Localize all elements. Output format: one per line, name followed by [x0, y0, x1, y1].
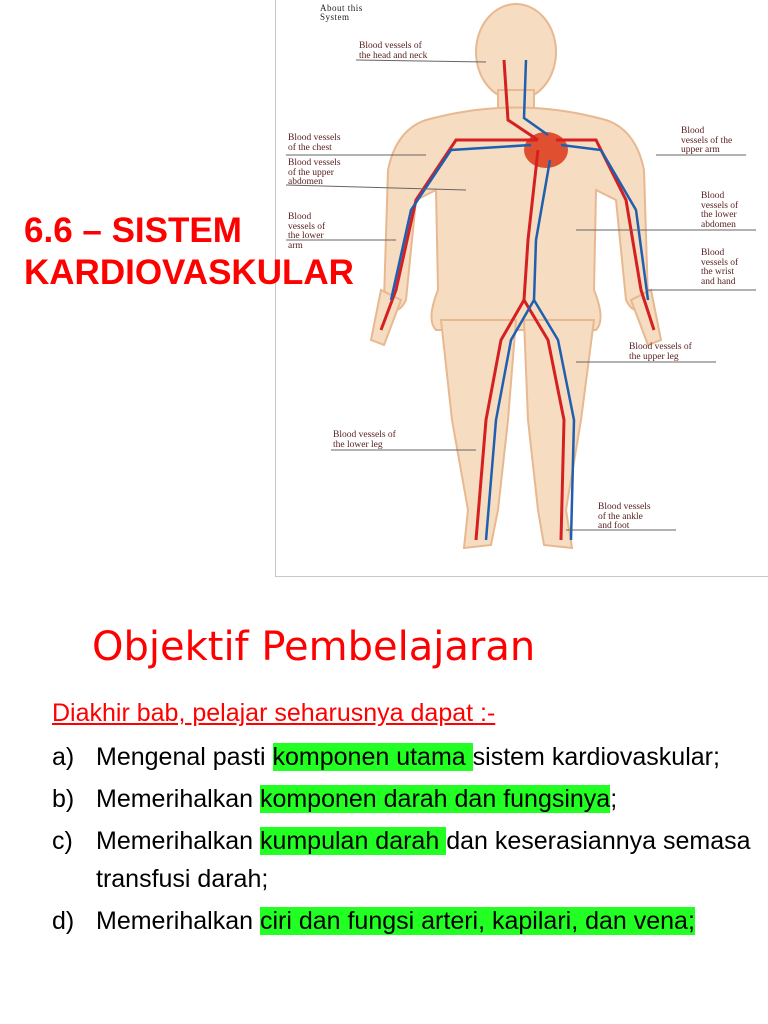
intro-text: Diakhir bab, pelajar seharusnya dapat :- — [52, 699, 496, 727]
objective-text: Memerihalkan — [96, 827, 260, 855]
objective-item — [52, 780, 762, 818]
slide-title: 6.6 – SISTEM KARDIOVASKULAR — [24, 211, 354, 292]
label-upper-leg: Blood vessels of the upper leg — [629, 342, 692, 362]
objective-item — [52, 738, 762, 776]
objective-text: Memerihalkan — [96, 907, 260, 935]
objective-text: Memerihalkan — [96, 785, 260, 813]
objectives-list — [52, 738, 762, 944]
label-wrist-hand: Blood vessels of the wrist and hand — [701, 248, 739, 287]
objective-text-tail: dan keserasiannya semasa transfusi darah; — [96, 827, 751, 893]
objective-text-tail: sistem kardiovaskular; — [472, 743, 720, 771]
label-ankle-foot: Blood vessels of the ankle and foot — [598, 502, 651, 531]
label-lower-arm: Blood vessels of the lower arm — [288, 212, 326, 251]
label-lower-leg: Blood vessels of the lower leg — [333, 430, 396, 450]
label-lower-abdomen: Blood vessels of the lower abdomen — [701, 191, 739, 230]
objective-text-tail: ; — [610, 785, 618, 813]
figure-heading: About this System — [320, 3, 363, 22]
objective-item — [52, 902, 762, 940]
label-chest: Blood vessels of the chest — [288, 133, 341, 153]
label-upper-arm: Blood vessels of the upper arm — [681, 126, 733, 155]
objective-highlight: kumpulan darah — [259, 827, 447, 855]
objective-marker: a) — [52, 743, 75, 771]
objective-highlight: komponen utama — [272, 743, 473, 771]
heart-shape — [524, 132, 568, 168]
objective-highlight: ciri dan fungsi arteri, kapilari, dan vena; — [259, 907, 695, 935]
objective-item — [52, 822, 762, 898]
objective-marker: b) — [52, 785, 75, 813]
objective-marker: c) — [52, 827, 73, 855]
label-upper-abdomen: Blood vessels of the upper abdomen — [288, 158, 341, 187]
label-head-neck: Blood vessels of the head and neck — [359, 41, 428, 61]
objective-highlight: komponen darah dan fungsinya — [259, 785, 611, 813]
section-heading: Objektif Pembelajaran — [92, 624, 536, 670]
objective-marker: d) — [52, 907, 75, 935]
objective-text: Mengenal pasti — [96, 743, 273, 771]
